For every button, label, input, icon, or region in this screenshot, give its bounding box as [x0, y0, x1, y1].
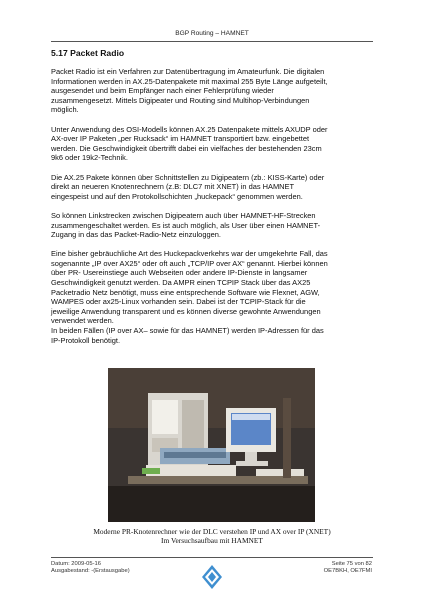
paragraph: Eine bisher gebräuchliche Art des Huckepackverkehrs war der umgekehrte Fall, das sogenannte „IP over AX25“ oder oft auch „TCP/IP over AX“ genannt. Hierbei können über PR- Usereinstiege auch Webseiten oder andere IP-Dienste in langsamer Geschwindigkeit genutzt werden. Da AMPR einen TCPIP Stack über das AX25 Packetradio Netz benötigt, muss eine entsprechende Software wie Flexnet, AGW, WAMPES oder ax25-Linux vorhanden sein. Dabei ist der TCPIP-Stack für die jeweilige Anwendung transparent und es können diverse gewohnte Anwendungen verwendet werden.	[51, 249, 328, 326]
footer-right	[324, 561, 372, 575]
caption-line: Moderne PR-Knotenrechner wie der DLC verstehen IP und AX over IP (XNET)	[93, 527, 331, 536]
footer-date: Datum: 2009-05-16	[51, 561, 101, 567]
running-header: BGP Routing – HAMNET	[175, 30, 249, 37]
footer-edition: Ausgabestand: -(Erstausgabe)	[51, 568, 130, 574]
footer-authors: OE7BKH, OE7FMI	[323, 568, 372, 574]
paragraph: Packet Radio ist ein Verfahren zur Datenübertragung im Amateurfunk. Die digitalen Informationen werden in AX.25-Datenpakete mit maximal 255 Byte Länge aufgeteilt, ausgesendet und beim Empfänger nach einer Fehlerprüfung wieder zusammengesetzt. Mittels Digipeater und Routing sind Multihop-Verbindungen möglich.	[51, 67, 328, 115]
paragraph: So können Linkstrecken zwischen Digipeatern auch über HAMNET-HF-Strecken zusammengeschaltet werden. Es ist auch möglich, als User über einen HAMNET- Zugang in das das Packet-Radio-Netz einzuloggen.	[51, 210, 321, 240]
body-text	[51, 67, 376, 355]
paragraph: Unter Anwendung des OSI-Modells können AX.25 Datenpakete mittels AXUDP oder AX-over IP Paketen „per Rucksack“ im HAMNET transportiert bzw. eingebettet werden. Die Geschwindigkeit übertrifft dabei ein vielfaches der bestehenden 23cm 9k6 oder 19k2-Technik.	[51, 124, 328, 163]
section-title: 5.17 Packet Radio	[51, 48, 125, 58]
paragraph: Die AX.25 Pakete können über Schnittstellen zu Digipeatern (zb.: KISS-Karte) oder direkt an neueren Knotenrechnern (z.B: DLC7 mit XNET) in das HAMNET eingespeist und auf den Protokollschichten „huckepack“ genommen werden.	[51, 172, 325, 201]
footer-rule	[51, 557, 373, 558]
header-rule	[51, 41, 373, 42]
figure-caption	[51, 527, 373, 545]
footer-left	[51, 561, 130, 575]
packet-radio-setup-photo	[108, 368, 315, 522]
paragraph: In beiden Fällen (IP over AX– sowie für das HAMNET) werden IP-Adressen für das IP-Protokoll benötigt.	[51, 326, 324, 345]
footer-page: Seite 75 von 82	[331, 561, 372, 567]
photo-illustration	[108, 368, 315, 522]
caption-line: Im Versuchsaufbau mit HAMNET	[161, 536, 263, 545]
diamond-logo-icon	[202, 565, 222, 589]
